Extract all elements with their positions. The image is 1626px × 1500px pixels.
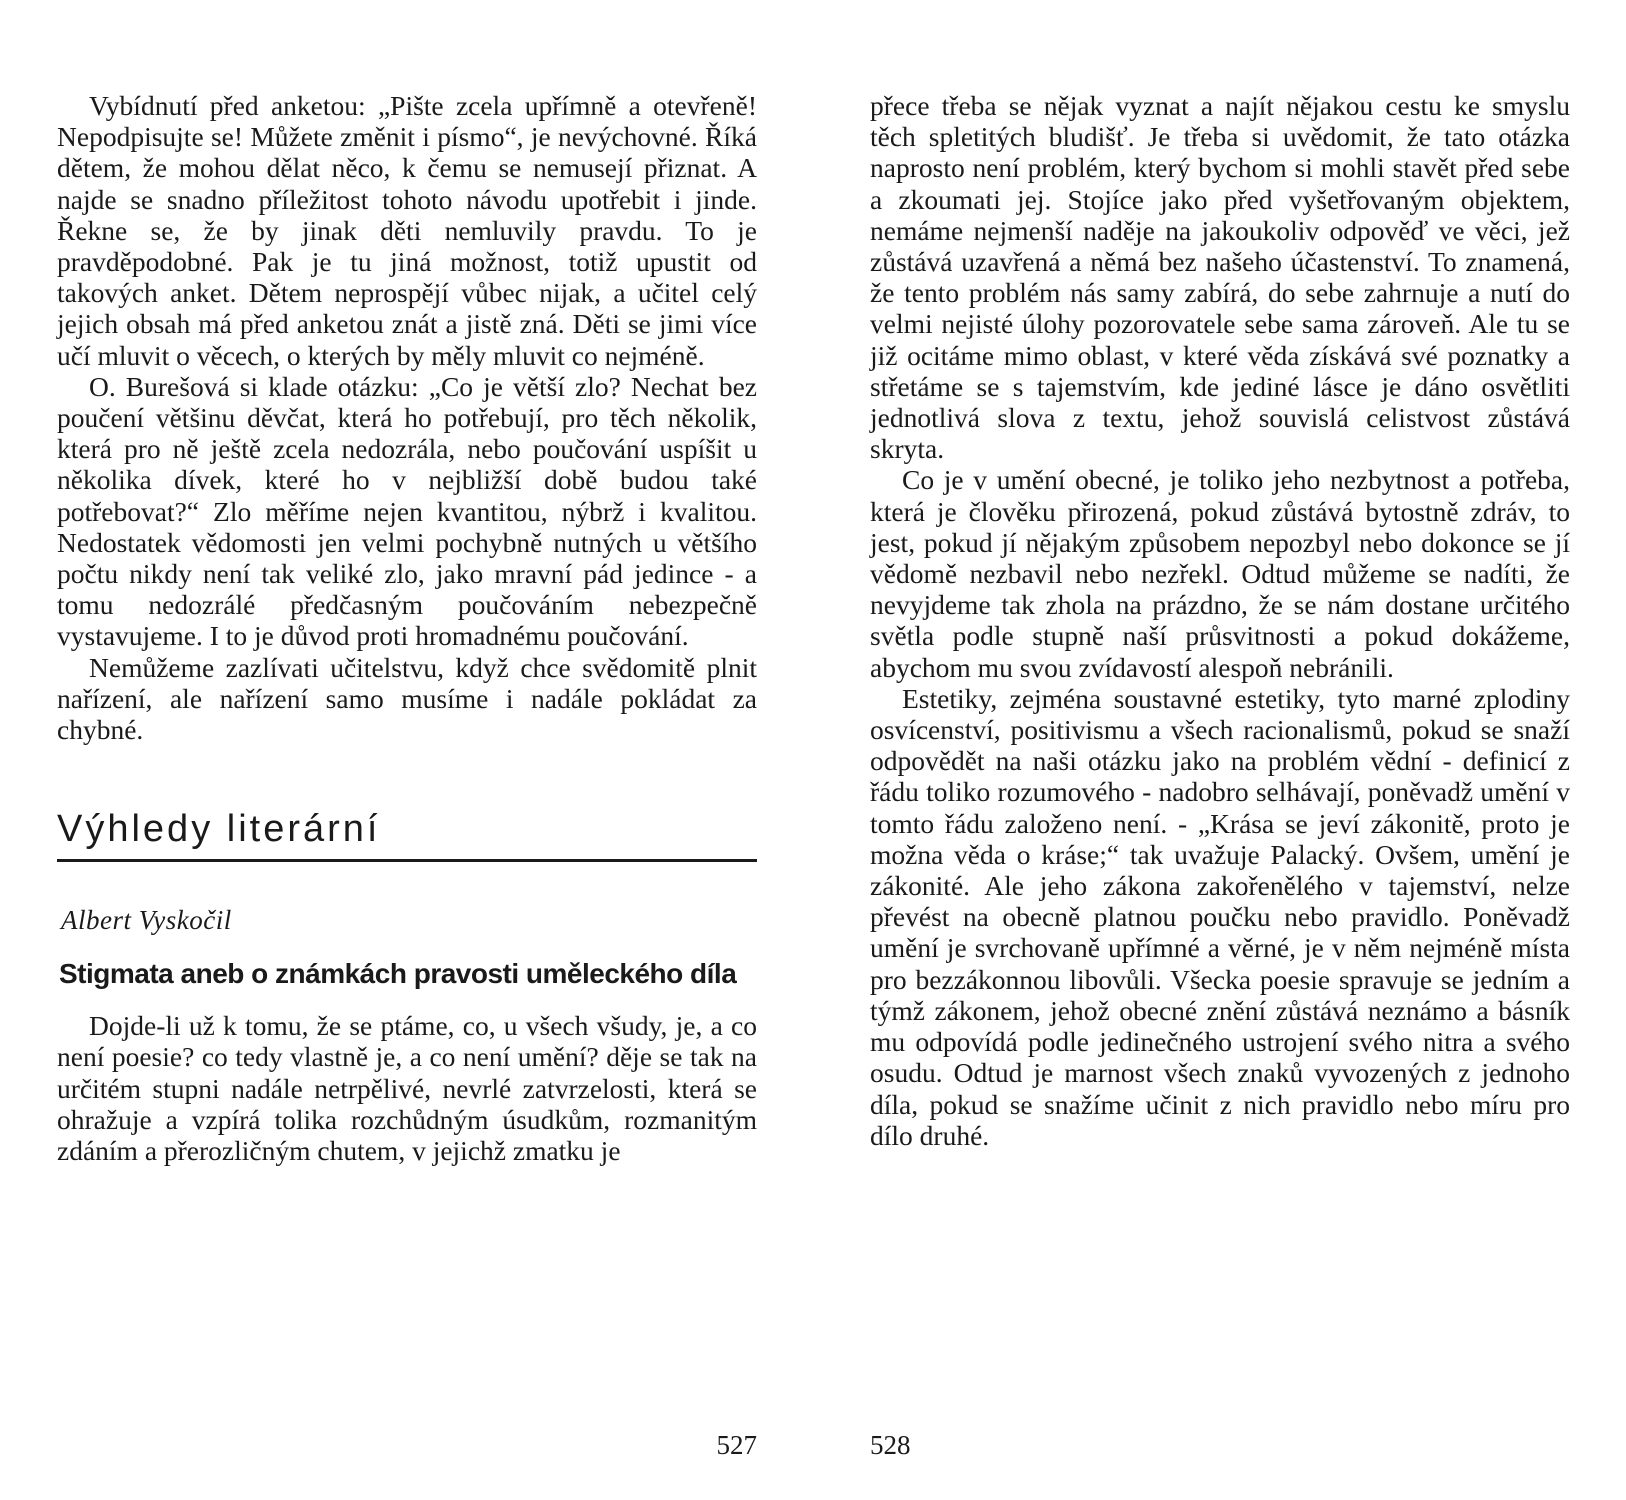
- page-number-left: 527: [716, 1430, 757, 1460]
- article-author: Albert Vyskočil: [61, 905, 232, 936]
- section-title: Výhledy literární: [57, 809, 757, 862]
- left-paragraph-1: Vybídnutí před anketou: „Pište zcela upřímně a otevřeně! Nepodpisujte se! Můžete změnit i písmo“, je nevýchovné. Říká dětem, že mohou dělat něco, k čemu se nemusejí přiznat. A najde se snadno příležitost tohoto návodu upotřebit i jinde. Řekne se, že by jinak děti nemluvily pravdu. To je pravděpodobné. Pak je tu jiná možnost, totiž upustit od takových anket. Dětem neprospějí vůbec nijak, a učitel celý jejich obsah má před anketou znát a jistě zná. Děti se jimi více učí mluvit o věcech, o kterých by měly mluvit co nejméně.: [57, 90, 757, 371]
- left-paragraph-2: O. Burešová si klade otázku: „Co je větší zlo? Nechat bez poučení většinu děvčat, která ho potřebují, pro těch několik, která pro ně ještě zcela nedozrála, nebo poučování uspíšit u několika dívek, které ho v nejbližší době budou také potřebovat?“ Zlo měříme nejen kvantitou, nýbrž i kvalitou. Nedostatek vědomosti jen velmi pochybně nutných u většího počtu nikdy není tak veliké zlo, jako mravní pád jedince - a tomu nedozrálé předčasným poučováním nebezpečně vystavujeme. I to je důvod proti hromadnému poučování.: [57, 370, 757, 652]
- left-paragraph-3: Nemůžeme zazlívati učitelstvu, když chce svědomitě plnit nařízení, ale nařízení samo musíme i nadále pokládat za chybné.: [57, 651, 757, 746]
- left-page: [57, 90, 757, 1460]
- page-number-right: 528: [870, 1430, 911, 1460]
- article-paragraph-1: Dojde-li už k tomu, že se ptáme, co, u všech všudy, je, a co není poesie? co tedy vlastně je, a co není umění? děje se tak na určitém stupni nadále netrpělivé, nevrlé zatvrzelosti, která se ohražuje a vzpírá tolika rozchůdným úsudkům, rozmanitým zdáním a přerozličným chutem, v jejichž zmatku je: [57, 1010, 757, 1167]
- article-title: Stigmata aneb o známkách pravosti uměleckého díla: [59, 958, 737, 990]
- right-page: [870, 90, 1570, 1460]
- right-paragraph-1: přece třeba se nějak vyznat a najít nějakou cestu ke smyslu těch spletitých bludišť. Je třeba si uvědomit, že tato otázka naprosto není problém, který bychom si mohli stavět před sebe a zkoumati jej. Stojíce jako před vyšetřovaným objektem, nemáme nejmenší naděje na jakoukoliv odpověď ve věci, jež zůstává uzavřená a němá bez našeho účastenství. To znamená, že tento problém nás samy zabírá, do sebe zahrnuje a nutí do velmi nejisté úlohy pozorovatele sebe sama zároveň. Ale tu se již ocitáme mimo oblast, v které věda získává své poznatky a střetáme se s tajemstvím, kde jediné lásce je dáno osvětliti jednotlivá slova z textu, jehož souvislá celistvost zůstává skryta.: [870, 90, 1570, 465]
- right-paragraph-2: Co je v umění obecné, je toliko jeho nezbytnost a potřeba, která je člověku přirozená, pokud zůstává bytostně zdráv, to jest, pokud jí nějakým způsobem nepozbyl nebo dokonce se jí vědomě nezbavil nebo nezřekl. Odtud můžeme se nadíti, že nevyjdeme tak zhola na prázdno, že se nám dostane určitého světla podle stupně naší průsvitnosti a pokud dokážeme, abychom mu svou zvídavostí alespoň nebránili.: [870, 464, 1570, 683]
- right-paragraph-3: Estetiky, zejména soustavné estetiky, tyto marné zplodiny osvícenství, positivismu a všech racionalismů, pokud se snaží odpovědět na naši otázku jako na problém vědní - definicí z řádu toliko rozumového - nadobro selhávají, poněvadž umění v tomto řádu založeno není. - „Krása se jeví zákonitě, proto je možna věda o kráse;“ tak uvažuje Palacký. Ovšem, umění je zákonité. Ale jeho zákona zakořenělého v tajemství, nelze převést na obecně platnou poučku nebo pravidlo. Poněvadž umění je svrchovaně upřímné a věrné, je v něm nejméně místa pro bezzákonnou libovůli. Všecka poesie spravuje se jedním a týmž zákonem, jehož obecné znění zůstává neznámo a básník mu odpovídá podle jedinečného ustrojení svého nitra a svého osudu. Odtud je marnost všech znaků vyvozených z jednoho díla, pokud se snažíme učinit z nich pravidlo nebo míru pro dílo druhé.: [870, 682, 1570, 1151]
